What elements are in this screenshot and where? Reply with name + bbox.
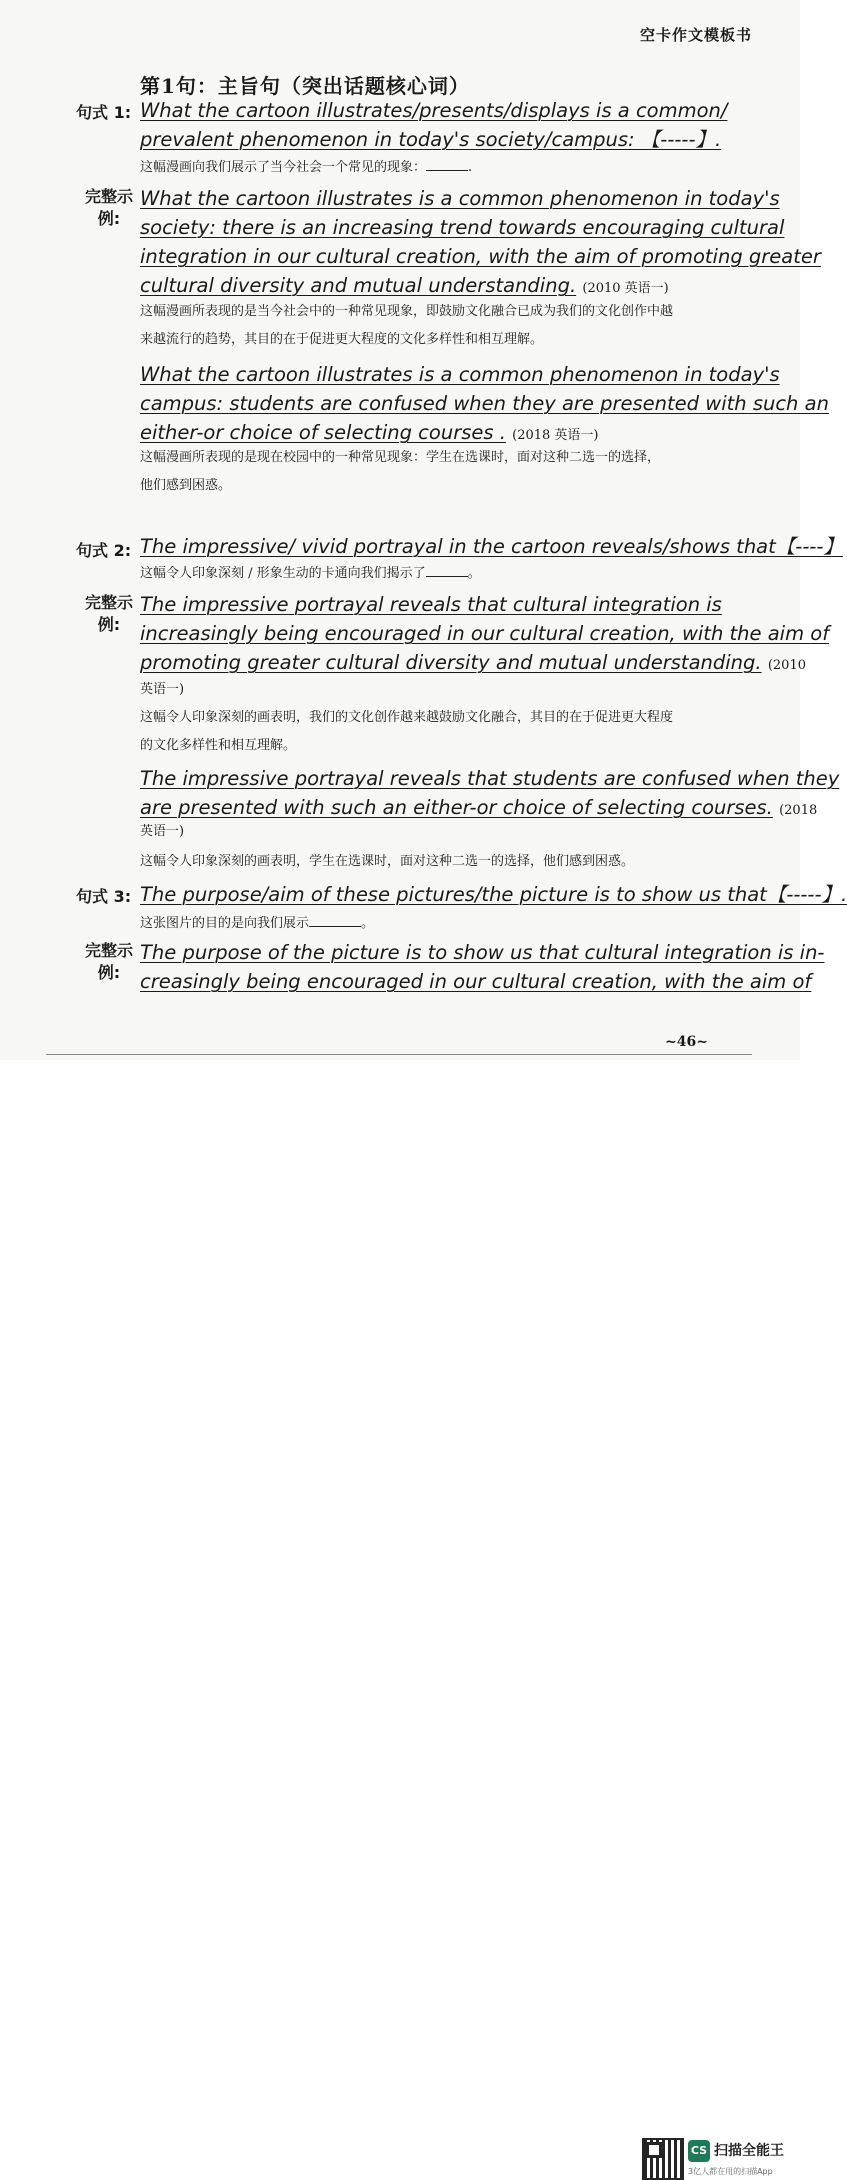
example-1a-english xyxy=(140,184,821,303)
example-3-tag: 完整示例: xyxy=(85,941,134,982)
text-line: either-or choice of selecting courses . xyxy=(140,421,506,444)
fill-blank xyxy=(426,576,468,577)
fill-blank xyxy=(309,926,361,927)
text-line: 这张图片的目的是向我们展示 xyxy=(140,916,310,931)
scanner-brand-name: 扫描全能王 xyxy=(714,2143,784,2159)
text-line: The impressive portrayal reveals that cultural integration is xyxy=(140,593,722,616)
document-page xyxy=(0,0,847,1060)
text-line: The purpose/aim of these pictures/the picture is to show us that【-----】. xyxy=(140,883,847,906)
pattern-2-english xyxy=(140,532,843,561)
text-line: 的文化多样性和相互理解。 xyxy=(140,738,297,753)
text-line: 这幅漫画所表现的是当今社会中的一种常见现象，即鼓励文化融合已成为我们的文化创作中越 xyxy=(140,304,674,319)
text-line: 这幅令人印象深刻的画表明，学生在选课时，面对这种二选一的选择，他们感到困惑。 xyxy=(140,854,635,869)
text-line: The purpose of the picture is to show us that cultural integration is in- xyxy=(140,941,825,964)
pattern-3-chinese xyxy=(140,910,720,938)
text-line: are presented with such an either-or choice of selecting courses. xyxy=(140,796,773,819)
text-line: prevalent phenomenon in today's society/campus: 【-----】. xyxy=(140,128,722,151)
example-3a-english xyxy=(140,938,825,996)
example-1-tag: 完整示例: xyxy=(85,187,134,228)
source-citation: (2010 xyxy=(767,658,806,673)
pattern-3-tag: 句式 3: xyxy=(76,887,132,906)
example-1a-chinese xyxy=(140,298,720,354)
pattern-2-chinese xyxy=(140,560,720,588)
example-2-tag: 完整示例: xyxy=(85,593,134,634)
fill-blank xyxy=(426,170,468,171)
example-2a-source-cont: 英语一) xyxy=(140,682,185,697)
source-citation: (2010 英语一) xyxy=(582,281,669,296)
example-2a-english xyxy=(140,590,830,680)
pattern-1-tag: 句式 1: xyxy=(76,103,132,122)
text-line: cultural diversity and mutual understanding. xyxy=(140,274,577,297)
pattern-1-english xyxy=(140,96,740,154)
text-line: campus: students are confused when they are presented with such an xyxy=(140,392,829,415)
text-line: 这幅令人印象深刻 / 形象生动的卡通向我们揭示了 xyxy=(140,566,426,581)
text-line: 。 xyxy=(361,916,375,931)
text-line: integration in our cultural creation, with the aim of promoting greater xyxy=(140,245,821,268)
scanner-footer xyxy=(0,1060,800,2176)
text-line: creasingly being encouraged in our cultural creation, with the aim of xyxy=(140,970,812,993)
text-line: 。 xyxy=(467,566,481,581)
text-line: What the cartoon illustrates/presents/displays is a common/ xyxy=(140,99,728,122)
page-bottom-rule xyxy=(46,1054,752,1055)
text-line: 他们感到困惑。 xyxy=(140,478,232,493)
camscanner-logo-icon: CS xyxy=(688,2140,710,2162)
pattern-3-english xyxy=(140,880,847,909)
text-line: . xyxy=(468,160,473,175)
source-citation: (2018 英语一) xyxy=(512,428,599,443)
pattern-1-chinese xyxy=(140,154,720,182)
text-line: 这幅令人印象深刻的画表明，我们的文化创作越来越鼓励文化融合，其目的在于促进更大程度 xyxy=(140,710,674,725)
page-header-title: 空卡作文模板书 xyxy=(639,26,752,44)
text-line: The impressive/ vivid portrayal in the cartoon reveals/shows that【----】 xyxy=(140,535,843,558)
text-line: What the cartoon illustrates is a common phenomenon in today's xyxy=(140,363,780,386)
example-2b-chinese xyxy=(140,848,720,876)
page-number: ~46~ xyxy=(665,1034,708,1050)
example-1b-english xyxy=(140,360,829,450)
example-2a-chinese xyxy=(140,704,720,760)
example-1b-chinese xyxy=(140,444,720,500)
text-line: What the cartoon illustrates is a common phenomenon in today's xyxy=(140,187,780,210)
source-citation: (2018 xyxy=(779,803,818,818)
section-heading: 第1句：主旨句（突出话题核心词） xyxy=(140,74,470,98)
text-line: 这幅漫画向我们展示了当今社会一个常见的现象： xyxy=(140,160,427,175)
text-line: increasingly being encouraged in our cultural creation, with the aim of xyxy=(140,622,830,645)
text-line: 这幅漫画所表现的是现在校园中的一种常见现象：学生在选课时，面对这种二选一的选择， xyxy=(140,450,661,465)
qr-code-icon xyxy=(642,2138,684,2180)
text-line: 来越流行的趋势，其目的在于促进更大程度的文化多样性和相互理解。 xyxy=(140,332,544,347)
example-2b-source-cont: 英语一) xyxy=(140,824,185,839)
pattern-2-tag: 句式 2: xyxy=(76,541,132,560)
text-line: society: there is an increasing trend towards encouraging cultural xyxy=(140,216,785,239)
text-line: promoting greater cultural diversity and mutual understanding. xyxy=(140,651,762,674)
scanner-tagline: 3亿人都在用的扫描App xyxy=(688,2167,773,2176)
text-line: The impressive portrayal reveals that students are confused when they xyxy=(140,767,840,790)
example-2b-english xyxy=(140,764,840,825)
